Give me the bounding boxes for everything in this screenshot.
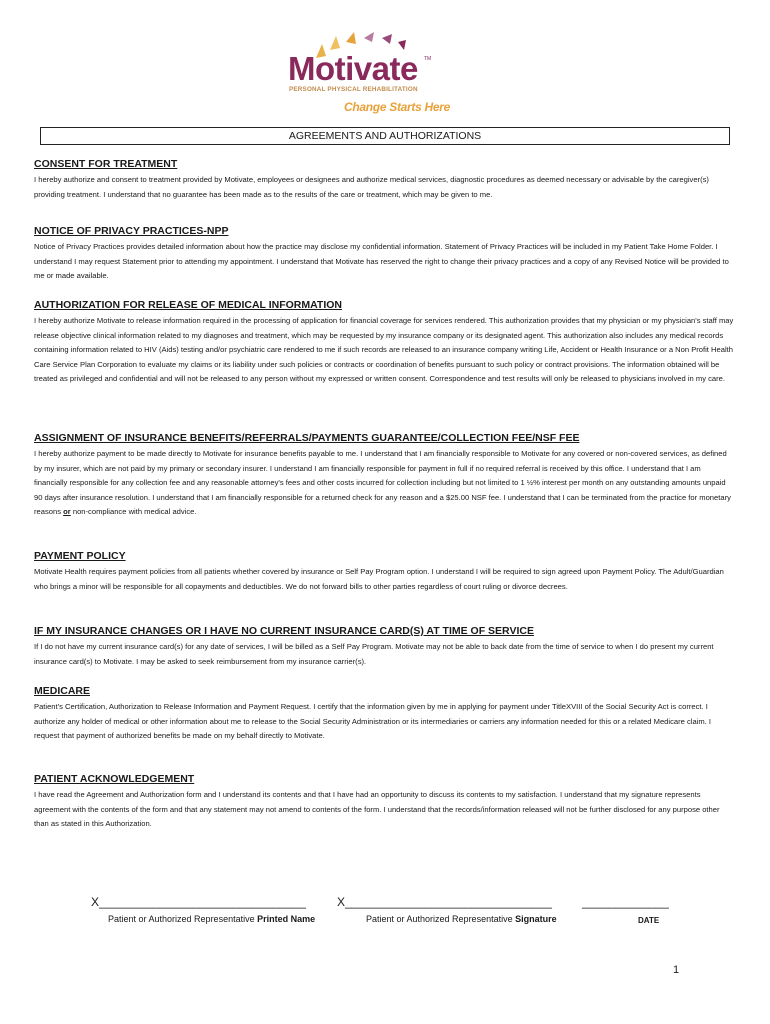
logo-tagline: Change Starts Here	[344, 100, 450, 114]
section-body	[34, 447, 734, 520]
section-heading: PATIENT ACKNOWLEDGEMENT	[34, 773, 195, 785]
date-field[interactable]: _____________	[582, 895, 669, 909]
logo-subtitle: PERSONAL PHYSICAL REHABILITATION	[289, 86, 418, 93]
signature-label-bold: Signature	[515, 914, 557, 924]
section-privacy	[34, 225, 734, 284]
section-heading: IF MY INSURANCE CHANGES OR I HAVE NO CURRENT INSURANCE CARD(S) AT TIME OF SERVICE	[34, 625, 534, 637]
printed-name-label-bold: Printed Name	[257, 914, 316, 924]
section-body: Notice of Privacy Practices provides detailed information about how the practice may disclose my confidential information. Statement of Privacy Practices will be included in my Patient Take Home Folder. I understand I may request Statement prior to attending my appointment. I understand that Motivate has reserved the right to change their privacy practices and a copy of any Revised Notice will be provided to me or made available.	[34, 242, 729, 280]
section-consent	[34, 158, 734, 202]
printed-name-label	[108, 914, 315, 924]
signature-label	[366, 914, 557, 924]
section-release	[34, 299, 734, 387]
signature-label-prefix: Patient or Authorized Representative	[366, 914, 516, 924]
signature-field[interactable]: X_______________________________	[337, 895, 552, 909]
section-body-emphasis: or	[63, 507, 71, 516]
section-heading: AUTHORIZATION FOR RELEASE OF MEDICAL INFORMATION	[34, 299, 342, 311]
section-medicare	[34, 685, 734, 744]
section-body: I hereby authorize Motivate to release information required in the processing of application for financial coverage for services rendered. This authorization provides that my physician or my physician's staff may release objective clinical information related to my diagnoses and treatment, which may be requested by my insurance company or its designated agent. This authorization also includes any medical records containing information related to HIV (Aids) testing and/or psychiatric care rendered to me if such records are released to an insurance company writing Life, Accident or Health Insurance or a Non Profit Health Care Service Plan Corporation to evaluate my claims or its liability under such policies or contracts or coordination of benefits pursuant to such policy or contract provisions. The information obtained will be treated as privileged and confidential and will not be released to any person without my expressed or written consent. Correspondence and test results will only be released to physicians involved in my care.	[34, 316, 734, 383]
logo-wordmark: Motivate	[288, 50, 418, 87]
date-label: DATE	[638, 916, 660, 925]
motivate-logo	[286, 30, 466, 122]
section-heading: MEDICARE	[34, 685, 91, 697]
page-number: 1	[673, 964, 680, 976]
section-heading: CONSENT FOR TREATMENT	[34, 158, 178, 170]
section-insurance-changes	[34, 625, 734, 669]
section-heading: ASSIGNMENT OF INSURANCE BENEFITS/REFERRALS/PAYMENTS GUARANTEE/COLLECTION FEE/NSF FEE	[34, 432, 580, 444]
section-body: I have read the Agreement and Authorization form and I understand its contents and that I have had an opportunity to discuss its contents to my satisfaction. I understand that my signature represents agreement with the contents of the form and that any statement may not amend to contents of the form. I understand that the records/information released will not be further disclosed for any purpose other than as stated in this Authorization.	[34, 790, 720, 828]
section-body-text: I hereby authorize payment to be made directly to Motivate for insurance benefits payable to me. I understand that I am financially responsible to Motivate for any covered or non-covered services, as defined by my insurer, which are not paid by my primary or secondary insurer. I understand I am financially responsible for payment in full if no required referral is received by this office. I understand that I am financially responsible for any collection fee and any reasonable attorney's fees and other costs incurred for collection including but not limited to 1 ½% interest per month on any outstanding amounts unpaid 90 days after insurance resolution. I understand that I am financially responsible for a returned check for any reason and a $25.00 NSF fee. I understand that I can be terminated from the practice for monetary reasons	[34, 449, 731, 516]
section-body: Patient's Certification, Authorization to Release Information and Payment Request. I certify that the information given by me in applying for payment under TitleXVIII of the Social Security Act is correct. I authorize any holder of medical or other information about me to release to the Social Security Administration or its intermediaries or carriers any information needed for this or a related Medicare claim. I request that payment of authorized benefits be made on my behalf directly to Motivate.	[34, 702, 712, 740]
section-body: I hereby authorize and consent to treatment provided by Motivate, employees or designees and authorize medical services, diagnostic procedures as deemed necessary or advisable by the caregiver(s) providing treatment. I understand that no guarantee has been made as to the results of the care or treatment, which may be given to me.	[34, 175, 709, 199]
printed-name-label-prefix: Patient or Authorized Representative	[108, 914, 258, 924]
section-body: Motivate Health requires payment policies from all patients whether covered by insurance or Self Pay Program option. I understand I will be required to sign agreed upon Payment Policy. The Adult/Guardian who brings a minor will be responsible for all copayments and deductibles. We do not forward bills to other parties regardless of court ruling or divorce decrees.	[34, 567, 724, 591]
section-payment-policy	[34, 550, 734, 594]
section-body: If I do not have my current insurance card(s) for any date of services, I will be billed as a Self Pay Program. Motivate may not be able to back date from the time of service to when I do present my current insurance card(s) to Motivate. I may be asked to seek reimbursement from my insurance carrier(s).	[34, 642, 714, 666]
section-body-text-end: non-compliance with medical advice.	[70, 507, 197, 516]
section-heading: NOTICE OF PRIVACY PRACTICES-NPP	[34, 225, 229, 237]
section-heading: PAYMENT POLICY	[34, 550, 126, 562]
section-assignment	[34, 432, 734, 520]
logo-trademark: TM	[424, 56, 432, 62]
form-title: AGREEMENTS AND AUTHORIZATIONS	[40, 127, 730, 145]
printed-name-field[interactable]: X_______________________________	[91, 895, 306, 909]
section-acknowledgement	[34, 773, 734, 832]
